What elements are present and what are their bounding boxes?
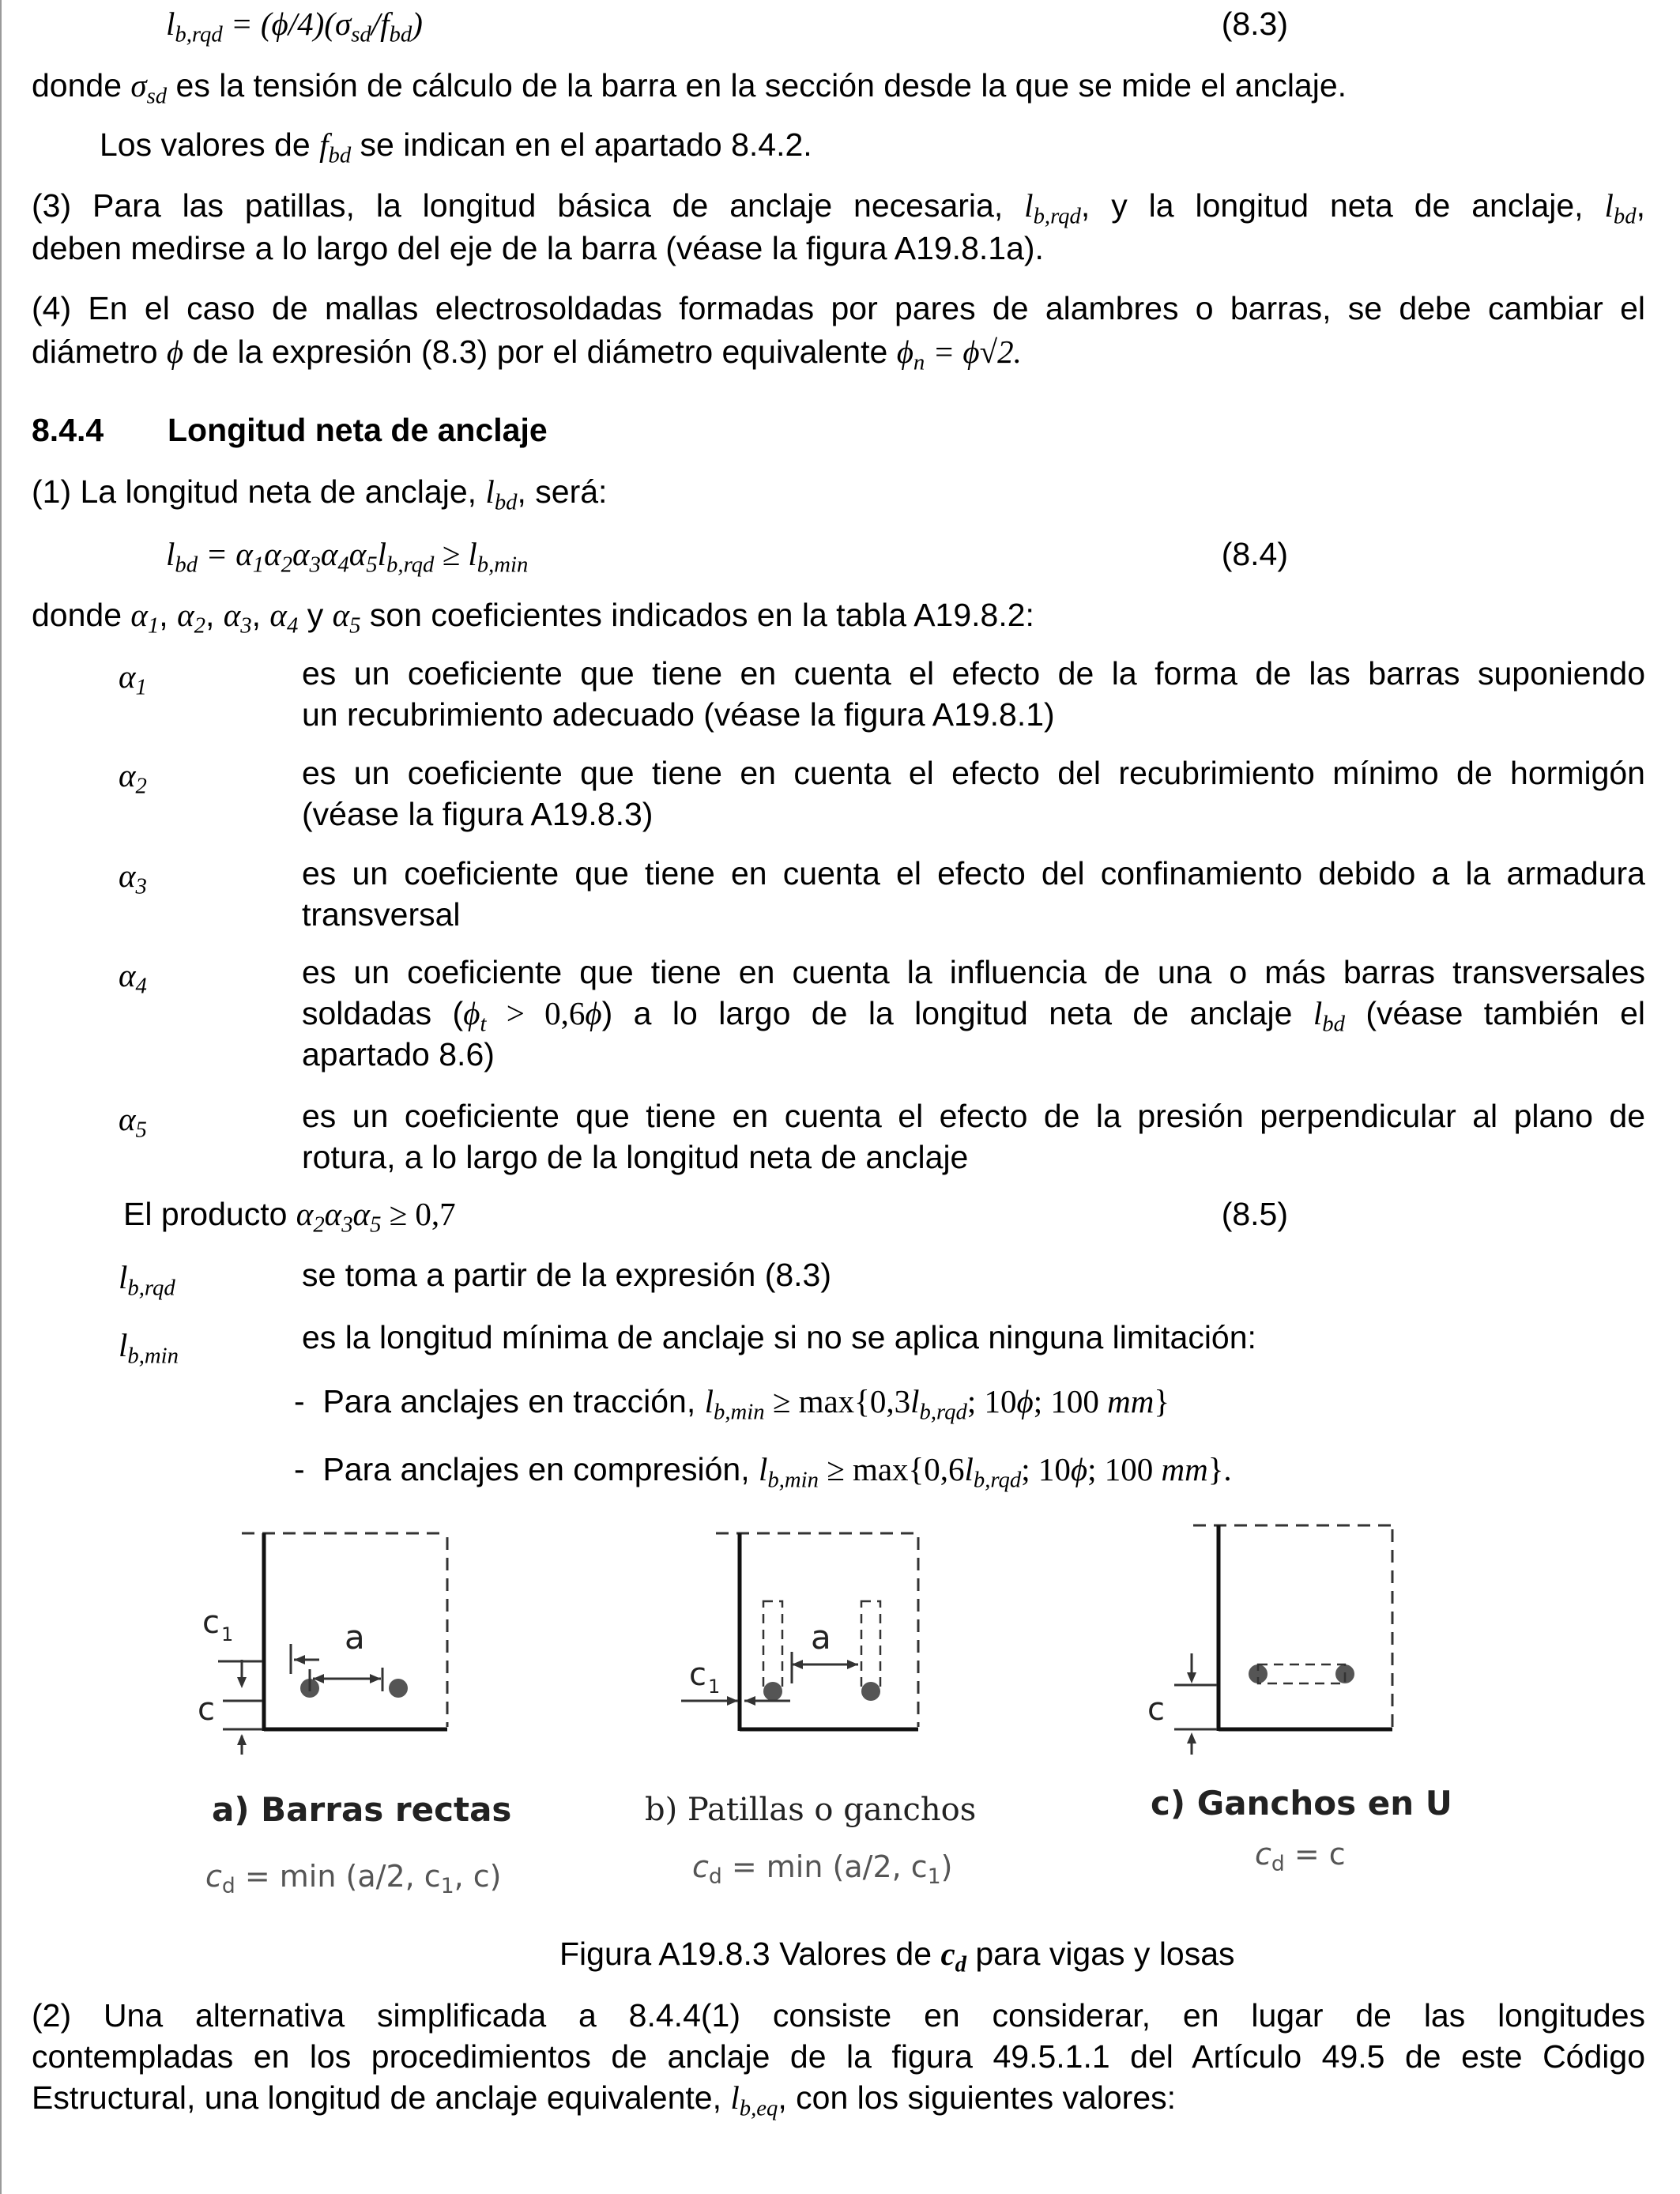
paragraph-3-line1: (3) Para las patillas, la longitud básica de anclaje necesaria, $l_{b,rqd}$, y la longitud neta de anclaje, $l_{bd}$, (32, 187, 1645, 229)
formula-panel-b: $c_d = \min (a/2$, $c_1$) (692, 1849, 953, 1889)
lbrqd-symbol: $l_{b,rqd}$ (119, 1259, 175, 1301)
equation-tag-8-3: (8.3) (1221, 6, 1288, 42)
paragraph-4-line1: (4) En el caso de mallas electrosoldadas formadas por pares de alambres o barras, se debe cambiar el (32, 290, 1645, 326)
paragraph-1-844: (1) La longitud neta de anclaje, $l_{bd}$, será: (32, 473, 608, 515)
alpha-4-symbol: $\alpha_4$ (119, 957, 147, 999)
panel-a-drawing (198, 1533, 447, 1755)
equation-8-5: El producto $\alpha_2\alpha_3\alpha_5 \ge 0,7$ (123, 1196, 456, 1238)
alpha-2-definition: es un coeficiente que tiene en cuenta el efecto del recubrimiento mínimo de hormigón (véase la figura A19.8.3) (302, 755, 1645, 832)
panel-c-drawing (1147, 1525, 1392, 1755)
svg-text:1: 1 (221, 1623, 234, 1646)
paragraph-donde-sigma: donde $\sigma_{sd}$ es la tensión de cálculo de la barra en la sección desde la que se mide el anclaje. (32, 67, 1347, 109)
left-border (0, 0, 2, 2194)
label-c-a: c (198, 1691, 215, 1728)
caption-panel-a: a) Barras rectas (212, 1790, 512, 1829)
panel-b-drawing (681, 1533, 918, 1731)
lbmin-symbol: $l_{b,min}$ (119, 1327, 179, 1369)
alpha-3-symbol: $\alpha_3$ (119, 858, 147, 899)
formula-panel-c: $c_d = c$ (1255, 1837, 1346, 1876)
paragraph-donde-alpha: donde $\alpha_1$, $\alpha_2$, $\alpha_3$, $\alpha_4$ y $\alpha_5$ son coeficientes indicados en la tabla A19.8.2: (32, 597, 1034, 639)
bullet-compresion: - Para anclajes en compresión, $l_{b,min} \ge \max\{0,6l_{b,rqd}$; 10ϕ; 100 mm}. (294, 1451, 1232, 1493)
paragraph-2-line1: (2) Una alternativa simplificada a 8.4.4(1) consiste en considerar, en lugar de las longitudes (32, 1997, 1645, 2034)
section-title: Longitud neta de anclaje (168, 412, 548, 448)
paragraph-2-line3: Estructural, una longitud de anclaje equivalente, $l_{b,eq}$, con los siguientes valores: (32, 2079, 1177, 2121)
label-c-c: c (1147, 1691, 1165, 1728)
paragraph-2-line2: contempladas en los procedimientos de anclaje de la figura 49.5.1.1 del Artículo 49.5 de este Código (32, 2038, 1645, 2075)
paragraph-4-line2: diámetro ϕ de la expresión (8.3) por el diámetro equivalente $\phi_n = \phi√2$. (32, 334, 1022, 375)
formula-panel-a: $c_d = \min (a/2$, $c_1$, c) (205, 1859, 502, 1898)
alpha-2-symbol: $\alpha_2$ (119, 757, 147, 799)
bullet-traccion: - Para anclajes en tracción, $l_{b,min} \ge \max\{0,3l_{b,rqd}$; 10ϕ; 100 mm} (294, 1383, 1170, 1425)
alpha-4-definition: es un coeficiente que tiene en cuenta la influencia de una o más barras transversales soldadas $(\phi_t > 0,6\phi)$ a lo largo de la longitud neta de anclaje $l_{bd}$ (véase también el apartado 8.6) (302, 954, 1646, 1072)
alpha-5-definition: es un coeficiente que tiene en cuenta el efecto de la presión perpendicular al plano de rotura, a lo largo de la longitud neta de anclaje (302, 1098, 1645, 1175)
equation-tag-8-4: (8.4) (1221, 536, 1288, 572)
alpha-3-definition: es un coeficiente que tiene en cuenta el efecto del confinamiento debido a la armadura transversal (302, 855, 1645, 933)
caption-panel-b: b) Patillas o ganchos (645, 1792, 977, 1828)
paragraph-fbd: Los valores de $f_{bd}$ se indican en el apartado 8.4.2. (100, 126, 812, 168)
label-a-a: a (345, 1618, 365, 1657)
section-number: 8.4.4 (32, 412, 104, 448)
label-c1-b: c (689, 1657, 706, 1693)
figure-title: Figura A19.8.3 Valores de $c_d$ para vigas y losas (559, 1936, 1235, 1977)
alpha-1-symbol: $\alpha_1$ (119, 658, 147, 700)
equation-tag-8-5: (8.5) (1221, 1196, 1288, 1232)
svg-text:1: 1 (708, 1676, 721, 1698)
equation-8-3: $l_{b,rqd} = (\phi/4)(\sigma_{sd}/f_{bd})$ (166, 6, 423, 47)
lbmin-definition: es la longitud mínima de anclaje si no se aplica ninguna limitación: (302, 1319, 1256, 1355)
paragraph-3-line2: deben medirse a lo largo del eje de la barra (véase la figura A19.8.1a). (32, 230, 1044, 266)
lbrqd-definition: se toma a partir de la expresión (8.3) (302, 1257, 831, 1293)
alpha-5-symbol: $\alpha_5$ (119, 1101, 147, 1143)
label-c1-a: c (202, 1604, 220, 1641)
equation-8-4: $l_{bd} = \alpha_1\alpha_2\alpha_3\alpha_4\alpha_5l_{b,rqd} \ge l_{b,min}$ (166, 536, 529, 578)
label-a-b: a (811, 1618, 831, 1657)
caption-panel-c: c) Ganchos en U (1151, 1784, 1452, 1823)
alpha-1-definition: es un coeficiente que tiene en cuenta el efecto de la forma de las barras suponiendo un recubrimiento adecuado (véase la figura A19.8.1) (302, 655, 1645, 733)
